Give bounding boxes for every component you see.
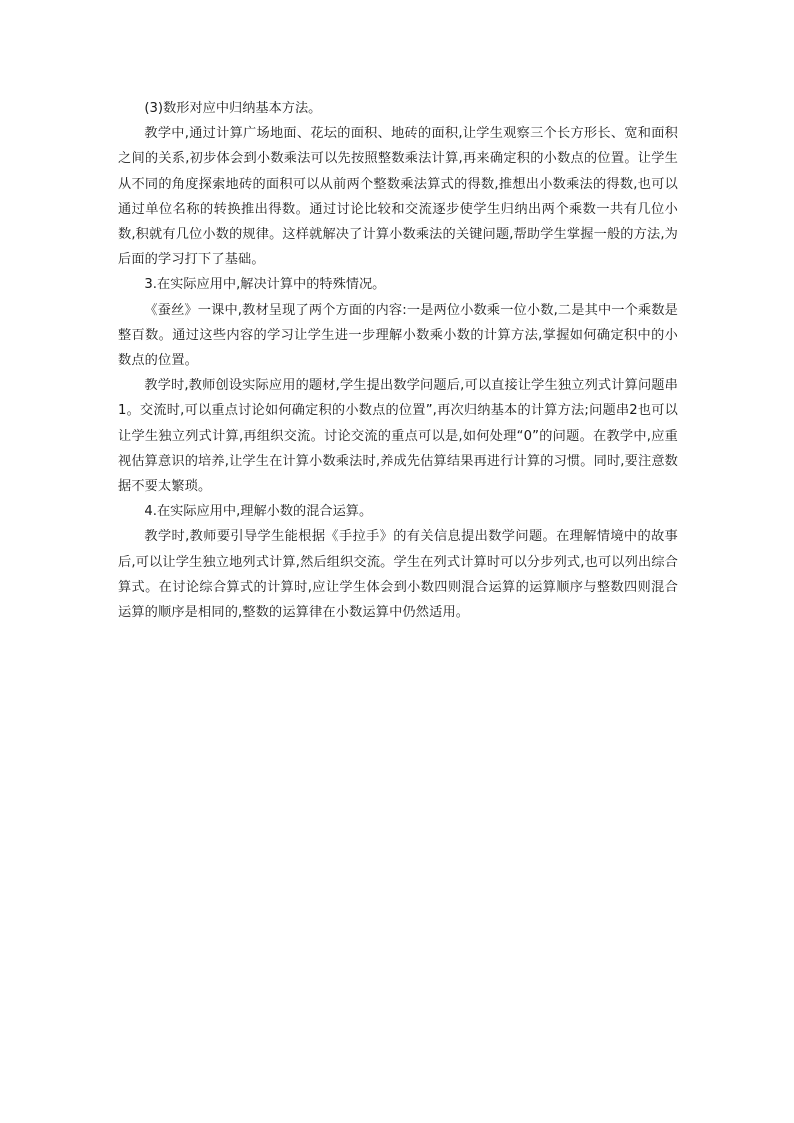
section-heading-3-sub: (3)数形对应中归纳基本方法。 <box>144 101 322 116</box>
section-heading-4: 4.在实际应用中,理解小数的混合运算。 <box>144 504 373 520</box>
paragraph-teaching-application: 教学时,教师创设实际应用的题材,学生提出数学问题后,可以直接让学生独立列式计算问题串1。交流时,可以重点讨论如何确定积的小数点的位置”,再次归纳基本的计算方法;问题串2也可以让学生独立列式计算,再组织交流。讨论交流的重点可以是,如何处理“0”的问题。在教学中,应重视估算意识的培养,让学生在计算小数乘法时,养成先估算结果再进行计算的习惯。同时,要注意数据不要太繁琐。 <box>118 378 678 495</box>
document-body <box>118 96 678 625</box>
paragraph-mixed-operations: 教学时,教师要引导学生能根据《手拉手》的有关信息提出数学问题。在理解情境中的故事后,可以让学生独立地列式计算,然后组织交流。学生在列式计算时可以分步列式,也可以列出综合算式。在讨论综合算式的计算时,应让学生体会到小数四则混合运算的运算顺序与整数四则混合运算的顺序是相同的,整数的运算律在小数运算中仍然适用。 <box>118 529 678 621</box>
paragraph-shape-number: 教学中,通过计算广场地面、花坛的面积、地砖的面积,让学生观察三个长方形长、宽和面积之间的关系,初步体会到小数乘法可以先按照整数乘法计算,再来确定积的小数点的位置。让学生从不同的角度探索地砖的面积可以从前两个整数乘法算式的得数,推想出小数乘法的得数,也可以通过单位名称的转换推出得数。通过讨论比较和交流逐步使学生归纳出两个乘数一共有几位小数,积就有几位小数的规律。这样就解决了计算小数乘法的关键问题,帮助学生掌握一般的方法,为后面的学习打下了基础。 <box>118 126 678 268</box>
section-heading-3: 3.在实际应用中,解决计算中的特殊情况。 <box>144 277 386 293</box>
paragraph-silk-lesson: 《蚕丝》一课中,教材呈现了两个方面的内容:一是两位小数乘一位小数,二是其中一个乘数是整百数。通过这些内容的学习让学生进一步理解小数乘小数的计算方法,掌握如何确定积中的小数点的位置。 <box>118 302 678 369</box>
